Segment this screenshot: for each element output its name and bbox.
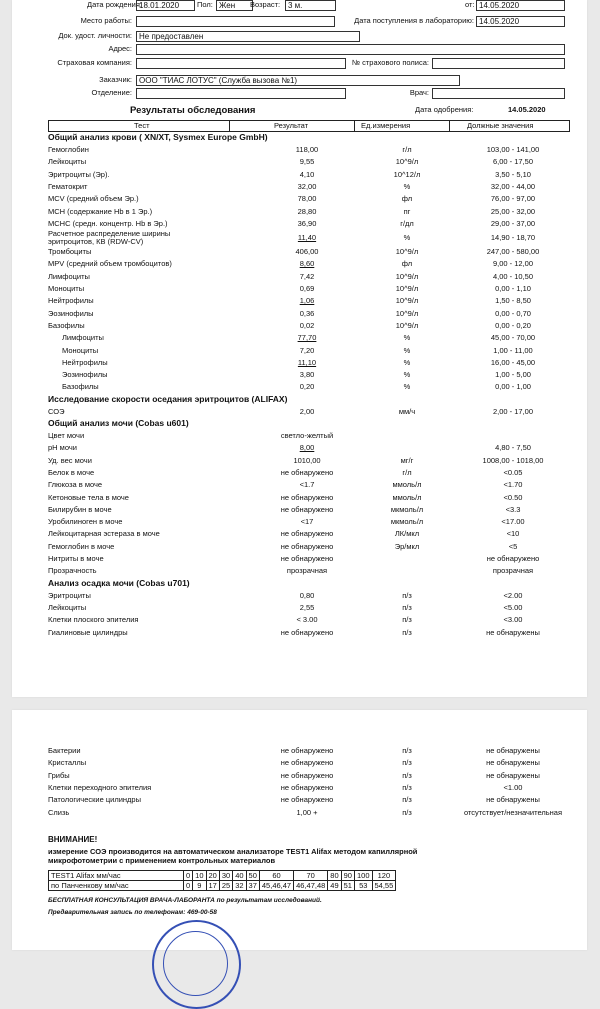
test-unit: п/з <box>402 770 412 780</box>
test-result: не обнаружено <box>280 504 334 514</box>
panchenkov-cell: 49 <box>328 881 341 891</box>
test-reference: 6,00 - 17,50 <box>492 157 534 167</box>
test-result: не обнаружено <box>280 782 334 792</box>
test-reference: 45,00 - 70,00 <box>490 333 536 343</box>
panchenkov-cell: 30 <box>219 871 232 881</box>
test-result: не обнаружено <box>280 746 334 755</box>
test-result: 406,00 <box>295 247 319 257</box>
col-divider <box>229 121 230 131</box>
test-reference: не обнаружены <box>486 627 540 637</box>
table-row <box>12 492 587 504</box>
col-divider <box>449 121 450 131</box>
table-row <box>12 807 587 819</box>
test-unit: 10^12/л <box>393 169 421 179</box>
test-unit: п/з <box>402 807 412 817</box>
test-name: Гиалиновые цилиндры <box>48 627 128 637</box>
table-row <box>12 406 587 418</box>
test-result: не обнаружено <box>280 529 334 539</box>
test-result: 7,42 <box>299 271 315 281</box>
test-result: светло-желтый <box>280 431 334 440</box>
test-result: 11,40 <box>297 233 317 243</box>
test-result: 0,69 <box>299 284 315 293</box>
test-unit: % <box>403 382 411 392</box>
table-row <box>12 627 587 639</box>
panchenkov-cell: 70 <box>294 871 328 881</box>
test-name: Лейкоцитарная эстераза в моче <box>48 529 160 539</box>
table-row <box>12 467 587 479</box>
test-unit: п/з <box>402 782 412 792</box>
table-row <box>12 504 587 516</box>
test-unit: % <box>403 333 411 343</box>
report-page-1 <box>12 0 587 697</box>
test-result: не обнаружено <box>280 554 334 563</box>
test-reference: не обнаружены <box>486 795 540 805</box>
test-result: 1,00 + <box>296 807 318 817</box>
test-name: Нейтрофилы <box>62 357 108 367</box>
test-result: <1.7 <box>299 480 315 490</box>
phone-note: Предварительная запись по телефонам: 469-00-58 <box>48 909 217 916</box>
panchenkov-cell: 60 <box>259 871 293 881</box>
table-row <box>12 193 587 205</box>
panchenkov-cell: 100 <box>354 871 372 881</box>
test-result: 28,80 <box>297 206 317 216</box>
panchenkov-cell: 53 <box>354 881 372 891</box>
test-reference: 0,00 - 0,20 <box>495 320 531 330</box>
test-reference: 0,00 - 1,00 <box>495 382 531 392</box>
lab-date-label: Дата поступления в лабораторию: <box>354 16 474 25</box>
results-table-header <box>48 120 570 132</box>
panchenkov-cell: 20 <box>206 871 219 881</box>
test-name: МСН (содержание Hb в 1 Эр.) <box>48 206 153 216</box>
test-result: 8,00 <box>299 443 315 453</box>
work-field <box>136 16 335 27</box>
test-result: 36,90 <box>297 218 317 228</box>
test-name: Уд. вес мочи <box>48 455 92 465</box>
test-reference: 1,50 - 8,50 <box>495 296 531 306</box>
test-reference: <3.3 <box>505 504 521 514</box>
test-name-line-2: эритроцитов, КВ (RDW-CV) <box>48 237 144 247</box>
panchenkov-cell: 37 <box>246 881 259 891</box>
test-name: Цвет мочи <box>48 431 85 440</box>
panchenkov-cell: 10 <box>193 871 206 881</box>
test-reference: 0,00 - 1,10 <box>495 284 531 293</box>
panchenkov-cell: 40 <box>233 871 246 881</box>
test-unit: фл <box>401 259 413 269</box>
test-reference: 9,00 - 12,00 <box>492 259 534 269</box>
test-unit: мг/г <box>400 455 414 465</box>
test-unit: п/з <box>402 746 412 755</box>
test-name: Слизь <box>48 807 70 817</box>
test-reference: 32,00 - 44,00 <box>490 181 536 191</box>
panchenkov-cell: 90 <box>341 871 354 881</box>
test-result: 1010,00 <box>293 455 321 465</box>
test-reference: 16,00 - 45,00 <box>490 357 536 367</box>
test-result: 11,10 <box>297 357 317 367</box>
test-unit: п/з <box>402 590 412 600</box>
test-result: 118,00 <box>295 145 319 154</box>
test-unit: Эр/мкл <box>394 541 420 551</box>
test-reference: 3,50 - 5,10 <box>495 169 531 179</box>
table-row <box>12 169 587 181</box>
table-row <box>12 590 587 602</box>
test-name: MPV (средний объем тромбоцитов) <box>48 259 172 269</box>
test-name: Эозинофилы <box>48 308 94 318</box>
test-reference: <5.00 <box>503 602 523 612</box>
test-name: Бактерии <box>48 746 81 755</box>
test-reference: отсутствует/незначительная <box>463 807 563 817</box>
test-name: Базофилы <box>62 382 99 392</box>
test-reference: <17.00 <box>501 517 525 527</box>
test-reference: <0.50 <box>503 492 523 502</box>
test-result: 2,55 <box>299 602 315 612</box>
test-name: Лейкоциты <box>48 157 87 167</box>
table-row <box>12 369 587 381</box>
panchenkov-cell: 9 <box>193 881 206 891</box>
dob-field: 18.01.2020 <box>136 0 195 11</box>
panchenkov-cell: 32 <box>233 881 246 891</box>
table-row <box>12 295 587 307</box>
section-title: Общий анализ крови ( XN/XT, Sysmex Europe GmbH) <box>48 132 268 142</box>
test-reference: 1,00 - 5,00 <box>495 370 531 380</box>
table-row <box>12 206 587 218</box>
results-title: Результаты обследования <box>130 105 256 116</box>
table-row <box>12 455 587 467</box>
test-result: 1,06 <box>299 296 315 306</box>
test-reference: 2,00 - 17,00 <box>492 406 534 416</box>
test-name: Лимфоциты <box>48 271 90 281</box>
test-result: 77,70 <box>297 333 317 343</box>
test-reference: <3.00 <box>503 615 523 625</box>
test-name: Эритроциты (Эр). <box>48 169 110 179</box>
test-name: Моноциты <box>48 284 85 293</box>
test-result: 0,36 <box>299 308 315 318</box>
from-date-field: 14.05.2020 <box>476 0 565 11</box>
notice-title: ВНИМАНИЕ! <box>48 835 98 844</box>
test-reference: 0,00 - 0,70 <box>495 308 531 318</box>
test-unit: мм/ч <box>398 406 416 416</box>
test-unit: г/л <box>402 145 412 154</box>
dept-field <box>136 88 346 99</box>
test-result: 7,20 <box>299 345 315 355</box>
panchenkov-cell: 17 <box>206 881 219 891</box>
test-result: не обнаружено <box>280 770 334 780</box>
test-unit: п/з <box>402 602 412 612</box>
table-row <box>12 144 587 156</box>
section-title: Исследование скорости оседания эритроцитов (ALIFAX) <box>48 393 288 404</box>
test-result: не обнаружено <box>280 795 334 805</box>
policy-label: № страхового полиса: <box>351 58 429 67</box>
test-unit: % <box>403 181 411 191</box>
test-name: Гемоглобин <box>48 145 89 154</box>
test-unit: 10^9/л <box>395 271 419 281</box>
test-unit: ммоль/л <box>392 480 422 490</box>
test-reference: не обнаружены <box>486 746 540 755</box>
col-divider <box>354 121 355 131</box>
test-name: pH мочи <box>48 443 77 453</box>
test-reference: 1,00 - 11,00 <box>493 345 533 355</box>
test-reference: <2.00 <box>503 590 523 600</box>
report-page-2 <box>12 710 587 950</box>
test-reference: <5 <box>508 541 518 551</box>
id-field: Не предоставлен <box>136 31 360 42</box>
table-row <box>12 770 587 782</box>
test-result: не обнаружено <box>280 492 334 502</box>
test-unit: г/л <box>402 467 412 477</box>
table-row <box>12 283 587 295</box>
dept-label: Отделение: <box>91 88 132 97</box>
notice-line-1: измерение СОЭ производится на автоматическом анализаторе TEST1 Alifax методом капиллярной <box>48 847 418 856</box>
table-row <box>12 156 587 168</box>
panchenkov-cell: 54,55 <box>372 881 396 891</box>
test-unit: 10^9/л <box>395 308 419 318</box>
test-unit: 10^9/л <box>395 247 419 257</box>
test-name: Патологические цилиндры <box>48 795 141 805</box>
test-result: 8,60 <box>299 259 315 269</box>
age-field: 3 м. <box>285 0 336 11</box>
test-unit: фл <box>401 194 413 204</box>
panchenkov-cell: 120 <box>372 871 396 881</box>
doctor-field <box>432 88 565 99</box>
test-name: Кристаллы <box>48 758 87 768</box>
notice-line-2: микрофотометрии с применением контрольных материалов <box>48 856 276 865</box>
table-row <box>12 332 587 344</box>
test-name: Эритроциты <box>48 590 91 600</box>
col-ref: Должные значения <box>467 121 534 130</box>
table-row <box>12 541 587 553</box>
test-unit: ммоль/л <box>392 492 422 502</box>
test-unit: п/з <box>402 758 412 768</box>
test-result: <17 <box>300 517 314 527</box>
test-name: Билирубин в моче <box>48 504 112 514</box>
panchenkov-table <box>48 870 396 891</box>
table-row <box>12 229 587 247</box>
test-name: Лейкоциты <box>48 602 87 612</box>
test-name: Грибы <box>48 770 70 780</box>
test-name: Эозинофилы <box>62 370 108 380</box>
test-unit: мкмоль/л <box>390 517 424 527</box>
test-reference: 1008,00 - 1018,00 <box>482 455 544 465</box>
test-unit: п/з <box>402 795 412 805</box>
test-result: 3,80 <box>299 370 315 380</box>
test-result: не обнаружено <box>280 758 334 768</box>
table-row <box>12 614 587 626</box>
test-reference: 76,00 - 97,00 <box>490 194 536 204</box>
test-unit: 10^9/л <box>395 284 419 293</box>
table-row <box>12 246 587 258</box>
dob-label: Дата рождения: <box>87 0 142 9</box>
test-reference: не обнаружены <box>486 770 540 780</box>
table-row <box>12 271 587 283</box>
test-name: Гематокрит <box>48 181 88 191</box>
panchenkov-cell: 0 <box>184 881 193 891</box>
table-row <box>12 516 587 528</box>
table-row <box>12 565 587 577</box>
col-result: Результат <box>274 121 309 130</box>
test-name: Нитриты в моче <box>48 554 104 563</box>
test-name: MCV (средний объем Эр.) <box>48 194 139 204</box>
table-row <box>12 430 587 442</box>
test-unit: п/з <box>402 615 412 625</box>
test-name: Прозрачность <box>48 566 97 576</box>
test-name: МСНС (средн. концентр. Hb в Эр.) <box>48 218 168 228</box>
test-result: прозрачная <box>286 566 328 576</box>
panchenkov-cell: 25 <box>219 881 232 891</box>
test-reference: 14,90 - 18,70 <box>490 233 536 243</box>
test-result: 2,00 <box>299 406 315 416</box>
lab-date-field: 14.05.2020 <box>476 16 565 27</box>
address-label: Адрес: <box>108 44 132 53</box>
test-unit: 10^9/л <box>395 157 419 167</box>
insurer-field <box>136 58 346 69</box>
consult-note: БЕСПЛАТНАЯ КОНСУЛЬТАЦИЯ ВРАЧА-ЛАБОРАНТА по результатам исследований. <box>48 897 322 904</box>
test-reference: 247,00 - 580,00 <box>486 247 540 257</box>
table-row <box>12 782 587 794</box>
test-reference: <0.05 <box>503 467 523 477</box>
test-unit: 10^9/л <box>395 320 419 330</box>
work-label: Место работы: <box>80 16 132 25</box>
test-unit: ЛК/мкл <box>394 529 420 539</box>
insurer-label: Страховая компания: <box>57 58 132 67</box>
table-row <box>12 258 587 270</box>
test-reference: <1.00 <box>503 782 523 792</box>
test-name: Базофилы <box>48 320 85 330</box>
panchenkov-row-alifax <box>49 871 396 881</box>
test-reference: 4,80 - 7,50 <box>495 443 531 453</box>
test-reference: 4,00 - 10,50 <box>492 271 534 281</box>
test-name: Кетоновые тела в моче <box>48 492 129 502</box>
section-title: Анализ осадка мочи (Cobas u701) <box>48 577 190 588</box>
test-reference: не обнаружены <box>486 758 540 768</box>
policy-field <box>432 58 565 69</box>
table-row <box>12 602 587 614</box>
test-result: 4,10 <box>299 169 315 179</box>
panchenkov-row-label: по Панченкову мм/час <box>49 881 184 891</box>
test-reference: не обнаружено <box>486 554 540 563</box>
test-name: Моноциты <box>62 345 99 355</box>
test-unit: % <box>403 233 411 243</box>
table-row <box>12 479 587 491</box>
id-label: Док. удост. личности: <box>58 31 132 40</box>
panchenkov-row-label: TEST1 Alifax мм/час <box>49 871 184 881</box>
test-name: Нейтрофилы <box>48 296 94 306</box>
test-result: 9,55 <box>299 157 315 167</box>
table-row <box>12 757 587 769</box>
table-row <box>12 308 587 320</box>
stamp-seal-inner <box>163 931 228 996</box>
section-title: Общий анализ мочи (Cobas u601) <box>48 418 189 428</box>
panchenkov-cell: 0 <box>184 871 193 881</box>
test-name: Белок в моче <box>48 467 95 477</box>
test-name: Клетки переходного эпителия <box>48 782 152 792</box>
test-result: не обнаружено <box>280 541 334 551</box>
test-result: 0,20 <box>299 382 315 392</box>
table-row <box>12 528 587 540</box>
panchenkov-row-panchenkov <box>49 881 396 891</box>
test-unit: г/дл <box>400 218 414 228</box>
test-reference: <10 <box>506 529 520 539</box>
test-result: не обнаружено <box>280 467 334 477</box>
panchenkov-cell: 80 <box>328 871 341 881</box>
test-result: 78,00 <box>297 194 317 204</box>
test-unit: мкмоль/л <box>390 504 424 514</box>
age-label: Возраст: <box>250 0 281 9</box>
sex-label: Пол: <box>197 0 213 9</box>
test-unit: п/з <box>402 627 412 637</box>
table-row <box>12 442 587 454</box>
col-unit: Ед.измерения <box>361 121 411 130</box>
test-result: 0,80 <box>299 590 315 600</box>
test-unit: 10^9/л <box>395 296 419 306</box>
test-result: 0,02 <box>299 320 315 330</box>
sex-field: Жен <box>216 0 253 11</box>
table-row <box>12 745 587 757</box>
test-result: не обнаружено <box>280 627 334 637</box>
table-row <box>12 345 587 357</box>
test-result: 32,00 <box>297 181 317 191</box>
test-name: Тромбоциты <box>48 247 92 257</box>
test-name: Клетки плоского эпителия <box>48 615 139 625</box>
table-row <box>12 794 587 806</box>
table-row <box>12 381 587 393</box>
test-name: Уробилиноген в моче <box>48 517 123 527</box>
from-label: от: <box>465 0 475 9</box>
table-row <box>12 320 587 332</box>
test-unit: пг <box>403 206 411 216</box>
approval-date: 14.05.2020 <box>508 105 546 114</box>
test-result: < 3.00 <box>296 615 318 625</box>
customer-label: Заказчик: <box>99 75 132 84</box>
test-unit: % <box>403 357 411 367</box>
test-reference: 25,00 - 32,00 <box>490 206 536 216</box>
test-reference: 29,00 - 37,00 <box>490 218 536 228</box>
test-name: Лимфоциты <box>62 333 104 343</box>
test-name: СОЭ <box>48 406 65 416</box>
panchenkov-cell: 45,46,47 <box>259 881 293 891</box>
test-reference: <1.70 <box>503 480 523 490</box>
panchenkov-cell: 46,47,48 <box>294 881 328 891</box>
table-row <box>12 218 587 230</box>
doctor-label: Врач: <box>409 88 429 97</box>
panchenkov-cell: 50 <box>246 871 259 881</box>
panchenkov-cell: 51 <box>341 881 354 891</box>
test-name: Гемоглобин в моче <box>48 541 115 551</box>
customer-field: ООО "ТИАС ЛОТУС" (Служба вызова №1) <box>136 75 460 86</box>
test-reference: прозрачная <box>492 566 534 576</box>
approval-label: Дата одобрения: <box>415 105 474 114</box>
test-unit: % <box>403 345 411 355</box>
test-unit: % <box>403 370 411 380</box>
table-row <box>12 553 587 565</box>
test-name: Глюкоза в моче <box>48 480 103 490</box>
test-name: Расчетное распределение ширины <box>48 229 171 239</box>
address-field <box>136 44 565 55</box>
test-reference: 103,00 - 141,00 <box>486 145 540 154</box>
table-row <box>12 181 587 193</box>
col-test: Тест <box>134 121 150 130</box>
table-row <box>12 357 587 369</box>
